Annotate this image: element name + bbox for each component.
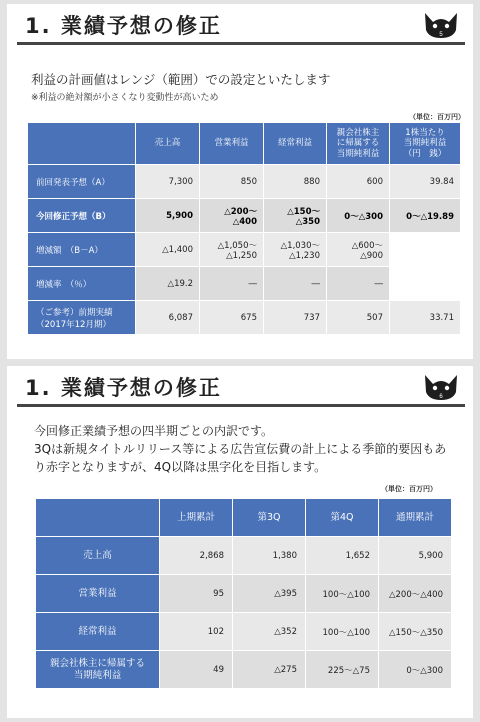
column-header: 1株当たり 当期純利益 （円 銭）	[390, 123, 461, 165]
row-label: 経常利益	[36, 613, 160, 651]
row-label: 売上高	[36, 537, 160, 575]
table-cell: △150～△350	[379, 613, 452, 651]
table-cell: 0～△300	[327, 199, 390, 233]
column-header: 営業利益	[200, 123, 264, 165]
table-cell: △1,050～ △1,250	[200, 233, 264, 267]
forecast-table	[27, 122, 461, 335]
table-cell: △200～△400	[379, 575, 452, 613]
table-cell: 1,380	[233, 537, 306, 575]
slide-header	[7, 4, 473, 48]
column-header: 通期累計	[379, 499, 452, 537]
intro-line: 今回修正業績予想の四半期ごとの内訳です。	[34, 424, 274, 438]
column-header: 上期累計	[160, 499, 233, 537]
table-cell: 1,652	[306, 537, 379, 575]
slide-6	[7, 366, 473, 718]
table-cell: 100～△100	[306, 575, 379, 613]
table-cell: 2,868	[160, 537, 233, 575]
row-label: （ご参考）前期実績 （2017年12月期）	[28, 301, 136, 335]
table-cell: 880	[264, 165, 327, 199]
table-cell: △19.2	[136, 267, 200, 301]
subtitle: 利益の計画値はレンジ（範囲）での設定といたします	[31, 72, 331, 87]
table-cell: 6,087	[136, 301, 200, 335]
table-cell: ―	[327, 267, 390, 301]
table-row	[36, 613, 452, 651]
row-label: 親会社株主に帰属する 当期純利益	[36, 651, 160, 689]
table-cell: △275	[233, 651, 306, 689]
table-cell: 49	[160, 651, 233, 689]
table-row	[28, 267, 461, 301]
table-row	[36, 537, 452, 575]
table-cell: 102	[160, 613, 233, 651]
table-cell: ―	[264, 267, 327, 301]
column-header: 親会社株主 に帰属する 当期純利益	[327, 123, 390, 165]
table-cell: 507	[327, 301, 390, 335]
table-row	[36, 651, 452, 689]
table-cell: 33.71	[390, 301, 461, 335]
table-cell: 39.84	[390, 165, 461, 199]
mascot-logo-icon	[423, 372, 459, 402]
note: ※利益の絶対額が小さくなり変動性が高いため	[31, 93, 219, 103]
table-cell: △395	[233, 575, 306, 613]
column-header: 経常利益	[264, 123, 327, 165]
slide-header	[7, 366, 473, 410]
table-cell: △1,400	[136, 233, 200, 267]
table-cell: 675	[200, 301, 264, 335]
table-cell: △1,030～ △1,230	[264, 233, 327, 267]
row-label: 前回発表予想（A）	[28, 165, 136, 199]
unit-label: （単位：百万円）	[409, 113, 465, 121]
table-cell: 600	[327, 165, 390, 199]
quarterly-table	[35, 498, 452, 689]
table-row	[36, 575, 452, 613]
table-row	[28, 199, 461, 233]
table-cell: 0～△19.89	[390, 199, 461, 233]
intro-text	[34, 422, 446, 476]
title-underline	[17, 42, 465, 45]
row-label: 増減率 （％）	[28, 267, 136, 301]
column-header: 売上高	[136, 123, 200, 165]
table-row	[28, 165, 461, 199]
page-number: 5	[439, 32, 443, 38]
unit-label: （単位：百万円）	[381, 485, 437, 493]
table-cell: △150～ △350	[264, 199, 327, 233]
table-cell: 5,900	[136, 199, 200, 233]
intro-line: 3Qは新規タイトルリリース等による広告宣伝費の計上による季節的要因もあ	[34, 442, 447, 456]
table-cell	[390, 233, 461, 267]
column-header: 第4Q	[306, 499, 379, 537]
table-cell: 95	[160, 575, 233, 613]
slide-5	[7, 4, 473, 359]
title-underline	[17, 404, 465, 407]
slide-title: 1. 業績予想の修正	[25, 14, 222, 38]
table-cell: △200～ △400	[200, 199, 264, 233]
column-header: 第3Q	[233, 499, 306, 537]
table-cell: 0～△300	[379, 651, 452, 689]
mascot-logo-icon	[423, 10, 459, 40]
row-label: 増減額 （B－A）	[28, 233, 136, 267]
table-row	[28, 233, 461, 267]
intro-line: り赤字となりますが、4Q以降は黒字化を目指します。	[34, 460, 327, 474]
header-blank	[28, 123, 136, 165]
table-cell: △600～ △900	[327, 233, 390, 267]
table-cell: 737	[264, 301, 327, 335]
table-cell	[390, 267, 461, 301]
table-row	[28, 301, 461, 335]
table-cell: △352	[233, 613, 306, 651]
header-blank	[36, 499, 160, 537]
page-number: 6	[439, 394, 443, 400]
table-cell: 850	[200, 165, 264, 199]
table-cell: 5,900	[379, 537, 452, 575]
table-cell: 7,300	[136, 165, 200, 199]
table-cell: ―	[200, 267, 264, 301]
table-cell: 225～△75	[306, 651, 379, 689]
table-cell: 100～△100	[306, 613, 379, 651]
row-label: 今回修正予想（B）	[28, 199, 136, 233]
row-label: 営業利益	[36, 575, 160, 613]
slide-title: 1. 業績予想の修正	[25, 376, 222, 400]
